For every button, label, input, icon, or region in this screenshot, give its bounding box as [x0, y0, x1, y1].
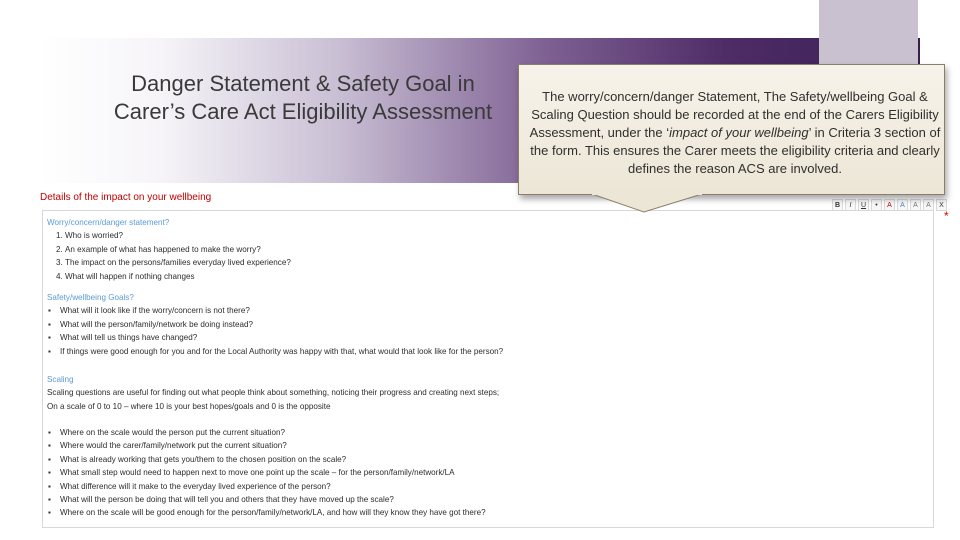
underline-button[interactable]: U: [858, 199, 869, 211]
italic-button[interactable]: I: [845, 199, 856, 211]
scaling-intro-1: Scaling questions are useful for finding out what people think about something, noticing their progress and creating next steps;: [47, 388, 500, 398]
worry-statement-section: [47, 216, 291, 283]
font-size-decrease-button[interactable]: A: [923, 199, 934, 211]
bullet-list-button[interactable]: •: [871, 199, 882, 211]
callout-text: [525, 88, 945, 178]
required-marker: *: [944, 209, 949, 223]
list-item: ▪ What will it look like if the worry/concern is not there?: [60, 304, 503, 317]
list-item: 2. An example of what has happened to make the worry?: [65, 243, 291, 256]
list-item: ▪ What small step would need to happen next to move one point up the scale – for the person/family/network/LA: [60, 466, 486, 479]
list-item: ▪ What will tell us things have changed?: [60, 331, 503, 344]
scaling-intro-2: On a scale of 0 to 10 – where 10 is your best hopes/goals and 0 is the opposite: [47, 401, 331, 411]
bold-button[interactable]: B: [832, 199, 843, 211]
safety-heading: Safety/wellbeing Goals?: [47, 293, 134, 302]
clear-format-button[interactable]: X: [936, 199, 947, 211]
list-item: 4. What will happen if nothing changes: [65, 270, 291, 283]
list-item: ▪ If things were good enough for you and for the Local Authority was happy with that, what would that look like for the person?: [60, 345, 503, 358]
font-color-blue-button[interactable]: A: [897, 199, 908, 211]
callout-text-start: The worry/concern/danger Statement, The Safety/wellbeing Goal & Scaling Question should be recorded at the end of the Carers Eligibility Assessment, under the ‘: [529, 89, 939, 140]
worry-heading: Worry/concern/danger statement?: [47, 218, 170, 227]
slide-title-line-1: Danger Statement & Safety Goal in: [131, 71, 475, 96]
callout-text-emphasis: impact of your wellbeing: [669, 125, 809, 140]
list-item: ▪ Where on the scale will be good enough for the person/family/network/LA, and how will they know they have got there?: [60, 506, 486, 519]
callout-text-end: ’ in Criteria 3 section of the form. This ensures the Carer meets the eligibility criteria and clearly defines the reason ACS are involved.: [530, 125, 941, 176]
scaling-list: [47, 426, 486, 520]
list-item: ▪ What is already working that gets you/them to the chosen position on the scale?: [60, 453, 486, 466]
font-color-red-button[interactable]: A: [884, 199, 895, 211]
list-item: ▪ Where on the scale would the person put the current situation?: [60, 426, 486, 439]
callout-pointer: [592, 194, 702, 214]
scaling-heading: Scaling: [47, 375, 74, 384]
scaling-questions-section: [47, 426, 486, 520]
section-heading: Details of the impact on your wellbeing: [40, 192, 212, 203]
slide-title-line-2: Carer’s Care Act Eligibility Assessment: [113, 99, 493, 124]
font-size-increase-button[interactable]: A: [910, 199, 921, 211]
safety-goals-section: [47, 291, 503, 358]
list-item: 1. Who is worried?: [65, 229, 291, 242]
slide-title: [78, 70, 528, 126]
scaling-section: [47, 373, 499, 413]
list-item: ▪ What will the person/family/network be doing instead?: [60, 318, 503, 331]
list-item: ▪ What difference will it make to the everyday lived experience of the person?: [60, 480, 486, 493]
safety-list: [47, 304, 503, 358]
worry-list: [47, 229, 291, 283]
list-item: ▪ What will the person be doing that will tell you and others that they have moved up the scale?: [60, 493, 486, 506]
list-item: 3. The impact on the persons/families everyday lived experience?: [65, 256, 291, 269]
list-item: ▪ Where would the carer/family/network put the current situation?: [60, 439, 486, 452]
